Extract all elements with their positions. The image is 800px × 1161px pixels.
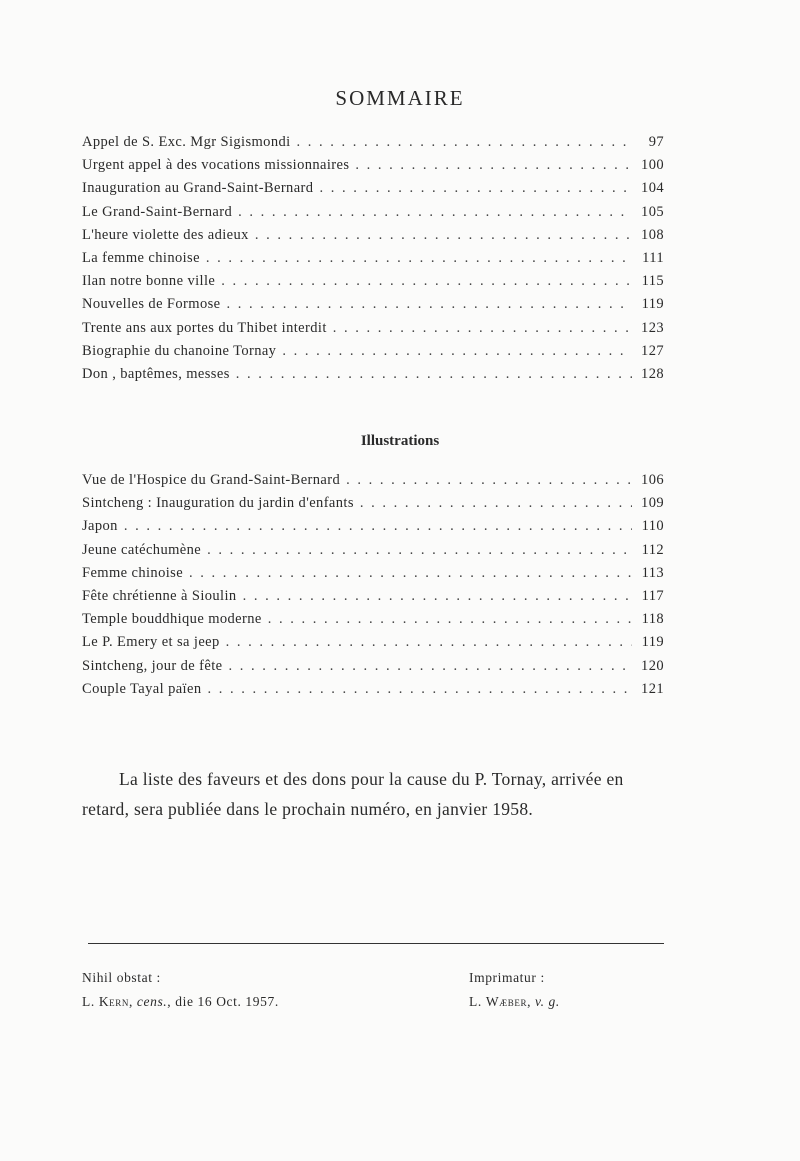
contents-entry (82, 366, 664, 389)
imprimatur-signatory: L. Wæber, v. g. (469, 994, 560, 1009)
illustration-entry-title: Le P. Emery et sa jeep (82, 634, 220, 651)
contents-entry (82, 343, 664, 366)
dot-leader (221, 273, 632, 290)
illustration-entry (82, 634, 664, 657)
contents-entry-title: Nouvelles de Formose (82, 296, 221, 313)
nihil-obstat-date: die 16 Oct. 1957. (175, 994, 279, 1009)
contents-entry-page: 104 (641, 180, 664, 197)
illustration-entry (82, 681, 664, 704)
illustrations-list (82, 472, 664, 704)
dot-leader (297, 134, 632, 151)
dot-leader (189, 565, 632, 582)
contents-entry (82, 134, 664, 157)
contents-entry-title: Biographie du chanoine Tornay (82, 342, 277, 359)
illustration-entry-title: Sintcheng, jour de fête (82, 657, 223, 674)
dot-leader (206, 250, 632, 267)
illustration-entry (82, 518, 664, 541)
nihil-obstat-role: cens. (136, 994, 168, 1009)
contents-entry (82, 320, 664, 343)
contents-entry-page: 128 (641, 365, 664, 382)
illustration-entry-page: 113 (641, 564, 664, 581)
dot-leader (226, 296, 632, 313)
contents-entry-page: 119 (641, 296, 664, 313)
nihil-obstat-initial: L. (82, 994, 95, 1009)
illustration-entry-page: 119 (641, 634, 664, 651)
contents-entry-title: L'heure violette des adieux (82, 226, 249, 243)
footer-divider (88, 943, 664, 944)
contents-entry (82, 227, 664, 250)
illustration-entry-page: 117 (641, 587, 664, 604)
contents-entry-page: 115 (641, 273, 664, 290)
contents-entry-title: Le Grand-Saint-Bernard (82, 203, 233, 220)
illustration-entry-page: 109 (641, 495, 664, 512)
dot-leader (124, 518, 632, 535)
contents-list (82, 134, 664, 389)
contents-entry (82, 296, 664, 319)
dot-leader (236, 366, 632, 383)
contents-entry-title: Inauguration au Grand-Saint-Bernard (82, 180, 314, 197)
illustration-entry-title: Sintcheng : Inauguration du jardin d'enfants (82, 495, 354, 512)
illustration-entry (82, 565, 664, 588)
dot-leader (238, 204, 632, 221)
imprimatur-label: Imprimatur : (469, 970, 545, 985)
dot-leader (207, 542, 632, 559)
nihil-obstat-label: Nihil obstat : (82, 970, 161, 985)
contents-entry (82, 204, 664, 227)
dot-leader (207, 681, 632, 698)
contents-entry (82, 157, 664, 180)
contents-entry-title: Urgent appel à des vocations missionnaires (82, 157, 350, 174)
contents-entry-page: 127 (641, 342, 664, 359)
imprimatur-name: Wæber (485, 994, 528, 1009)
dot-leader (355, 157, 632, 174)
dot-leader (228, 658, 632, 675)
imprimatur-initial: L. (469, 994, 482, 1009)
contents-entry-title: Appel de S. Exc. Mgr Sigismondi (82, 134, 291, 150)
illustration-entry (82, 588, 664, 611)
illustration-entry (82, 472, 664, 495)
dot-leader (360, 495, 632, 512)
dot-leader (255, 227, 632, 244)
contents-entry-title: Trente ans aux portes du Thibet interdit (82, 319, 327, 336)
contents-entry-page: 111 (642, 249, 664, 266)
nihil-obstat-name: Kern (98, 994, 129, 1009)
contents-entry-page: 123 (641, 319, 664, 336)
illustration-entry-title: Fête chrétienne à Sioulin (82, 587, 237, 604)
illustration-entry-title: Jeune catéchumène (82, 541, 202, 558)
contents-entry-page: 100 (641, 157, 664, 174)
dot-leader (226, 634, 632, 651)
contents-entry (82, 273, 664, 296)
illustration-entry-page: 121 (641, 680, 664, 697)
illustration-entry-title: Vue de l'Hospice du Grand-Saint-Bernard (82, 472, 341, 488)
dot-leader (333, 320, 632, 337)
illustration-entry-page: 106 (641, 472, 664, 488)
dot-leader (346, 472, 632, 489)
illustration-entry-page: 110 (641, 518, 664, 535)
contents-entry-title: La femme chinoise (82, 249, 200, 266)
nihil-obstat-block (82, 966, 279, 1014)
dot-leader (319, 180, 632, 197)
illustration-entry-page: 120 (641, 657, 664, 674)
illustration-entry-title: Femme chinoise (82, 564, 184, 581)
contents-entry-title: Don , baptêmes, messes (82, 365, 230, 382)
contents-entry-page: 108 (641, 226, 664, 243)
nihil-obstat-signatory: L. Kern, cens., die 16 Oct. 1957. (82, 994, 279, 1009)
illustration-entry (82, 495, 664, 518)
contents-entry-title: Ilan notre bonne ville (82, 273, 216, 290)
contents-entry-page: 105 (641, 203, 664, 220)
imprimatur-role: v. g. (535, 994, 560, 1009)
page-title: SOMMAIRE (335, 86, 465, 110)
illustration-entry-title: Couple Tayal païen (82, 680, 202, 697)
dot-leader (282, 343, 632, 360)
late-donations-notice: La liste des faveurs et des dons pour la cause du P. Tornay, arrivée en retard, sera publiée dans le prochain numéro, en janvier 1958. (82, 769, 624, 819)
imprimatur-block (469, 966, 560, 1014)
illustration-entry (82, 611, 664, 634)
illustration-entry-page: 112 (641, 541, 664, 558)
contents-entry (82, 180, 664, 203)
contents-entry (82, 250, 664, 273)
illustration-entry-page: 118 (641, 611, 664, 628)
illustration-entry-title: Japon (82, 518, 118, 535)
dot-leader (268, 611, 632, 628)
illustrations-heading: Illustrations (360, 433, 440, 449)
dot-leader (243, 588, 632, 605)
illustration-entry (82, 542, 664, 565)
contents-entry-page: 97 (648, 134, 664, 150)
illustration-entry-title: Temple bouddhique moderne (82, 611, 262, 628)
illustration-entry (82, 658, 664, 681)
